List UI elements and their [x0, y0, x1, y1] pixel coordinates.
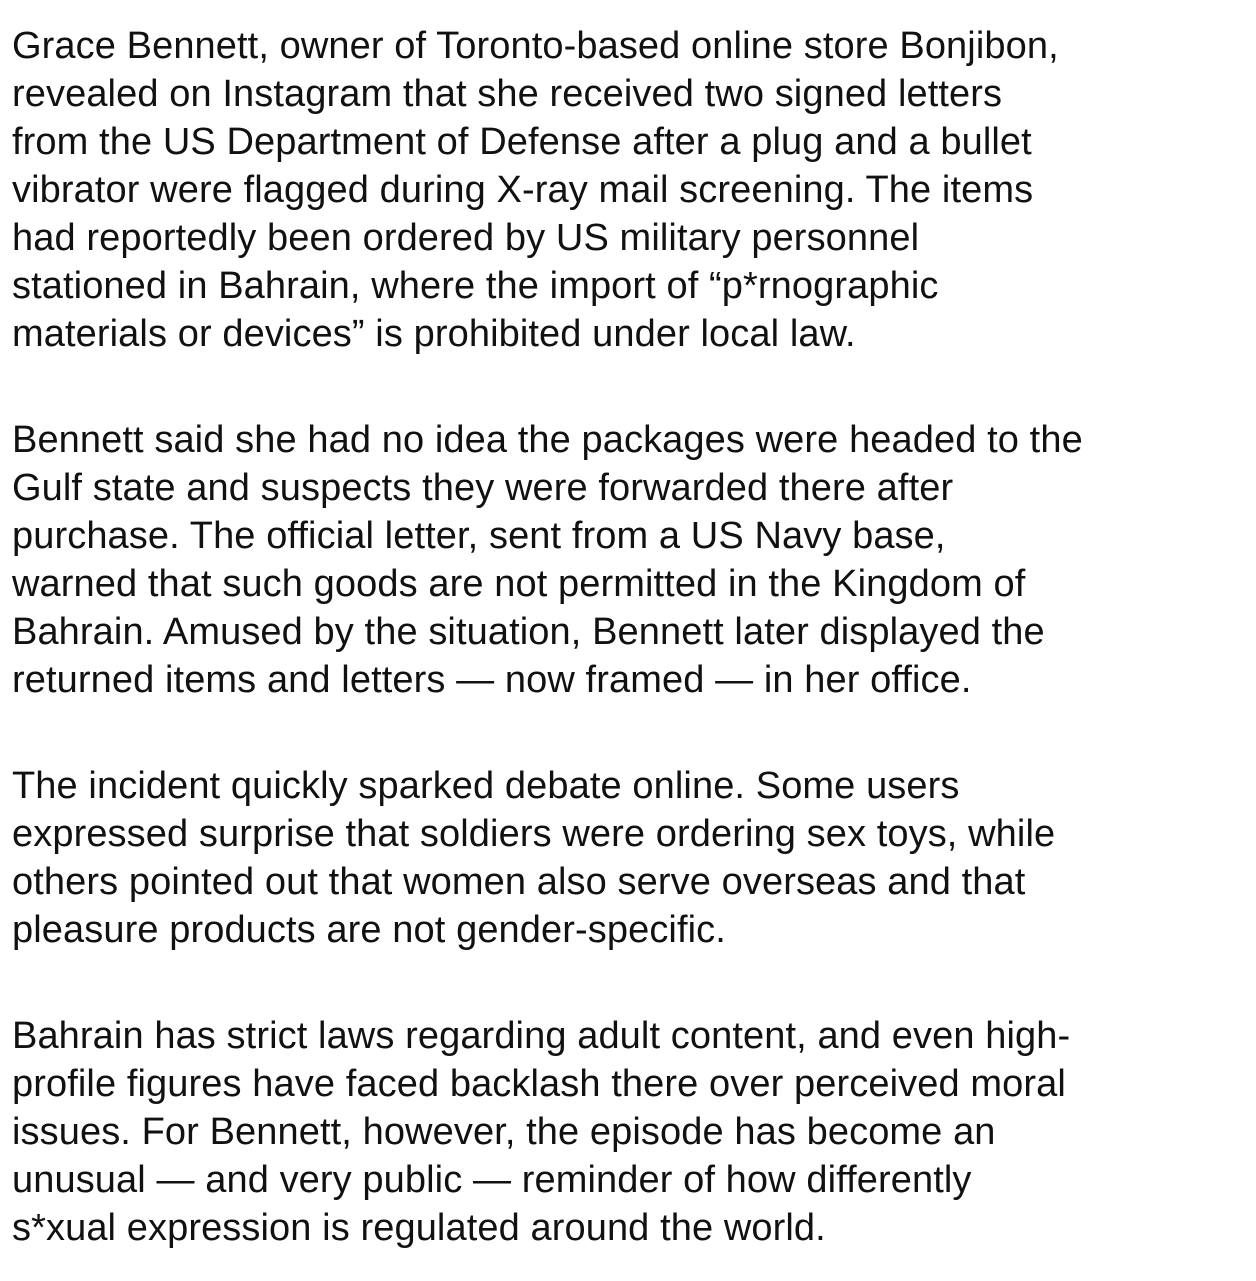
text-line: returned items and letters — now framed — in her office.: [12, 659, 972, 701]
paragraph-2: [12, 416, 1248, 704]
text-line: had reportedly been ordered by US military personnel: [12, 217, 920, 259]
text-line: s*xual expression is regulated around the world.: [12, 1207, 826, 1249]
text-line: materials or devices” is prohibited under local law.: [12, 313, 856, 355]
text-line: vibrator were flagged during X-ray mail screening. The items: [12, 169, 1034, 211]
text-line: Grace Bennett, owner of Toronto-based online store Bonjibon,: [12, 25, 1059, 67]
paragraph-4: [12, 1012, 1248, 1252]
text-line: expressed surprise that soldiers were ordering sex toys, while: [12, 813, 1056, 855]
article-text: [12, 22, 1248, 1252]
text-line: Bahrain. Amused by the situation, Bennett later displayed the: [12, 611, 1045, 653]
text-line: profile figures have faced backlash there over perceived moral: [12, 1063, 1066, 1105]
text-line: Bahrain has strict laws regarding adult content, and even high-: [12, 1015, 1071, 1057]
text-line: The incident quickly sparked debate online. Some users: [12, 765, 960, 807]
text-line: issues. For Bennett, however, the episode has become an: [12, 1111, 996, 1153]
paragraph-3: [12, 762, 1248, 954]
text-line: purchase. The official letter, sent from a US Navy base,: [12, 515, 946, 557]
text-line: revealed on Instagram that she received two signed letters: [12, 73, 1003, 115]
text-line: from the US Department of Defense after a plug and a bullet: [12, 121, 1032, 163]
text-line: stationed in Bahrain, where the import of “p*rnographic: [12, 265, 939, 307]
text-line: pleasure products are not gender-specific.: [12, 909, 726, 951]
text-line: Bennett said she had no idea the packages were headed to the: [12, 419, 1083, 461]
text-line: warned that such goods are not permitted in the Kingdom of: [12, 563, 1026, 605]
text-line: others pointed out that women also serve overseas and that: [12, 861, 1026, 903]
text-line: unusual — and very public — reminder of how differently: [12, 1159, 972, 1201]
text-line: Gulf state and suspects they were forwarded there after: [12, 467, 954, 509]
paragraph-1: [12, 22, 1248, 358]
